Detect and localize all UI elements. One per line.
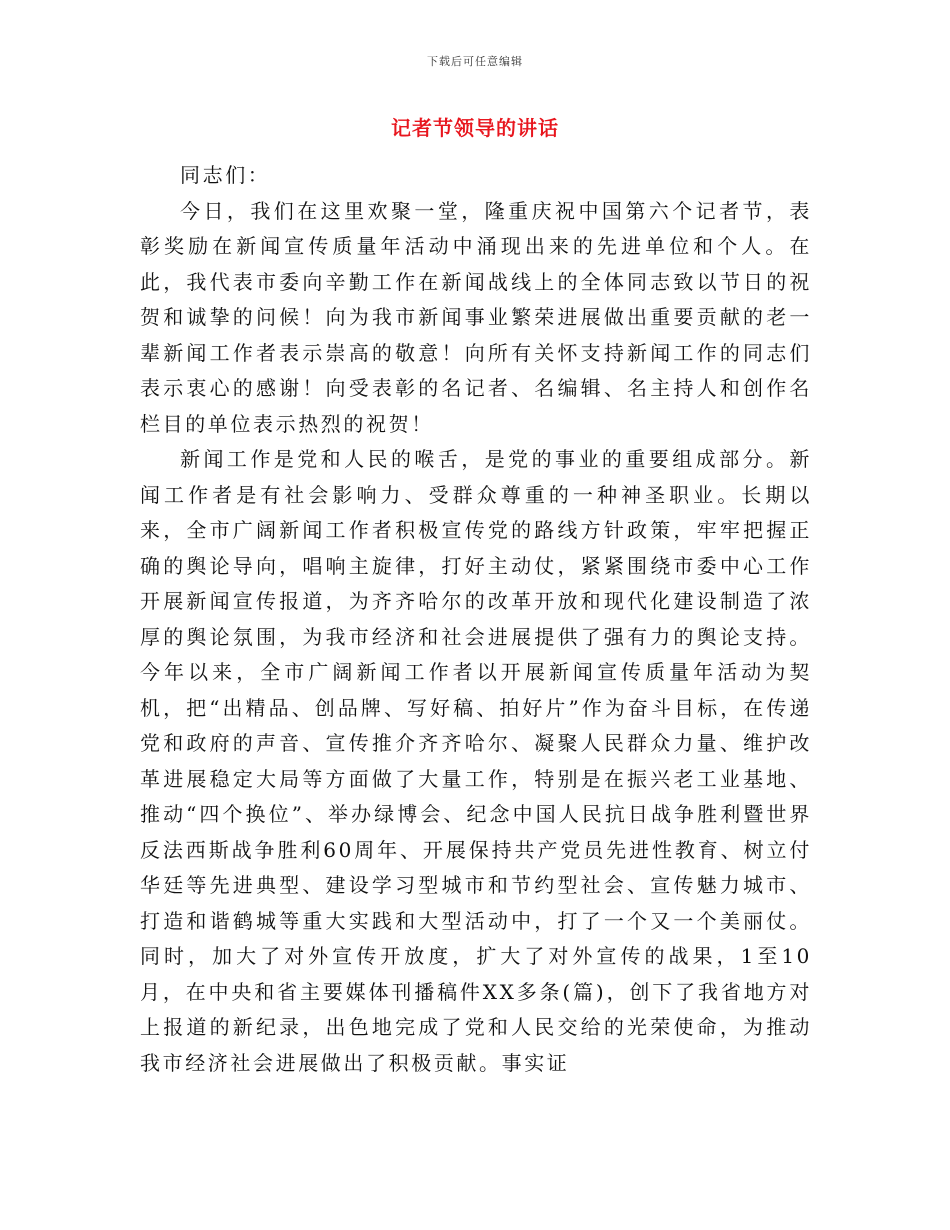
greeting: 同志们： (180, 163, 271, 187)
paragraph-1: 今日，我们在这里欢聚一堂，隆重庆祝中国第六个记者节，表彰奖励在新闻宣传质量年活动中涌现出来的先进单位和个人。在此，我代表市委向辛勤工作在新闻战线上的全体同志致以节日的祝贺和诚挚的问候！向为我市新闻事业繁荣进展做出重要贡献的老一辈新闻工作者表示崇高的敬意！向所有关怀支持新闻工作的同志们表示衷心的感谢！向受表彰的名记者、名编辑、名主持人和创作名栏目的单位表示热烈的祝贺！ (140, 198, 812, 436)
paragraph-2: 新闻工作是党和人民的喉舌，是党的事业的重要组成部分。新闻工作者是有社会影响力、受群众尊重的一种神圣职业。长期以来，全市广阔新闻工作者积极宣传党的路线方针政策，牢牢把握正确的舆论导向，唱响主旋律，打好主动仗，紧紧围绕市委中心工作开展新闻宣传报道，为齐齐哈尔的改革开放和现代化建设制造了浓厚的舆论氛围，为我市经济和社会进展提供了强有力的舆论支持。今年以来，全市广阔新闻工作者以开展新闻宣传质量年活动为契机，把“出精品、创品牌、写好稿、拍好片”作为奋斗目标，在传递党和政府的声音、宣传推介齐齐哈尔、凝聚人民群众力量、维护改革进展稳定大局等方面做了大量工作，特别是在振兴老工业基地、推动“四个换位”、举办绿博会、纪念中国人民抗日战争胜利暨世界反法西斯战争胜利60周年、开展保持共产党员先进性教育、树立付华廷等先进典型、建设学习型城市和节约型社会、宣传魅力城市、打造和谐鹤城等重大实践和大型活动中，打了一个又一个美丽仗。同时，加大了对外宣传开放度，扩大了对外宣传的战果，1至10月，在中央和省主要媒体刊播稿件XX多条(篇)，创下了我省地方对上报道的新纪录，出色地完成了党和人民交给的光荣使命，为推动我市经济社会进展做出了积极贡献。事实证 (140, 447, 812, 1075)
document-body (140, 158, 812, 1081)
document-title: 记者节领导的讲话 (391, 116, 559, 140)
header-note: 下载后可任意编辑 (427, 55, 523, 68)
